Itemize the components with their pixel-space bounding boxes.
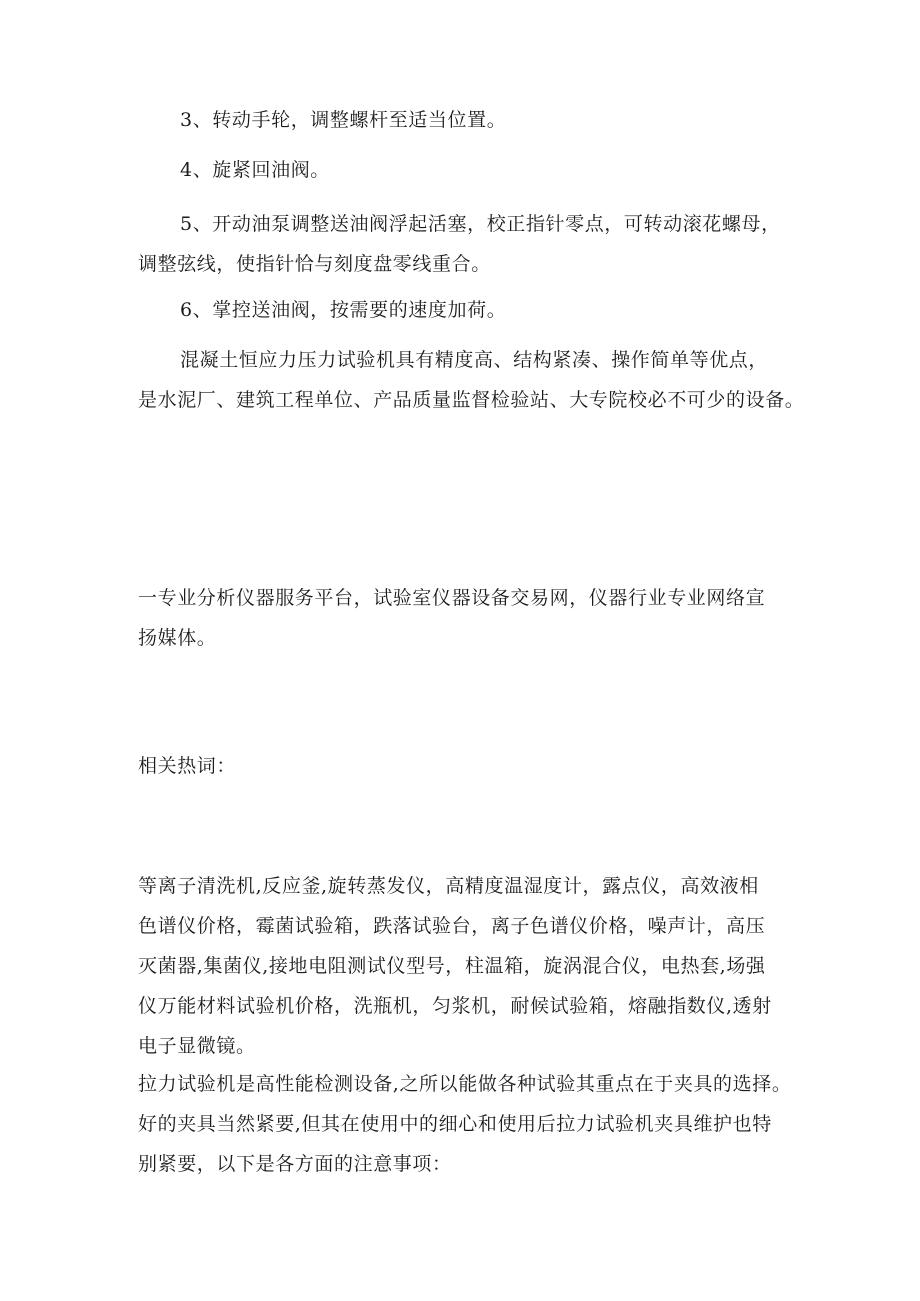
step-4-paragraph [138,150,806,190]
hot-words-line-2: 色谱仪价格，霉菌试验箱，跌落试验台，离子色谱仪价格，噪声计，高压 [138,915,766,937]
step-5-line-2: 调整弦线，使指针恰与刻度盘零线重合。 [138,253,491,275]
hot-words-label-text: 相关热词： [138,755,237,777]
hot-words-paragraph [138,866,806,1066]
platform-paragraph [138,578,806,658]
step-3-line-1: 3、转动手轮，调整螺杆至适当位置。 [180,109,507,131]
fixture-line-3: 别紧要，以下是各方面的注意事项： [138,1153,452,1175]
fixture-line-2: 好的夹具当然紧要,但其在使用中的细心和使用后拉力试验机夹具维护也特 [138,1113,772,1135]
summary-line-2: 是水泥厂、建筑工程单位、产品质量监督检验站、大专院校必不可少的设备。 [138,389,805,411]
step-5-paragraph [138,204,806,284]
hot-words-label [138,746,806,786]
hot-words-line-1: 等离子清洗机,反应釜,旋转蒸发仪，高精度温湿度计，露点仪，高效液相 [138,875,759,897]
step-3-paragraph [138,100,806,140]
summary-paragraph [138,340,806,420]
platform-line-1: 一专业分析仪器服务平台，试验室仪器设备交易网，仪器行业专业网络宣 [138,587,766,609]
hot-words-line-5: 电子显微镜。 [138,1035,256,1057]
hot-words-line-4: 仪万能材料试验机价格，洗瓶机，匀浆机，耐候试验箱，熔融指数仪,透射 [138,995,772,1017]
step-4-line-1: 4、旋紧回油阀。 [180,159,330,181]
step-5-line-1: 5、开动油泵调整送油阀浮起活塞，校正指针零点，可转动滚花螺母， [180,213,781,235]
summary-line-1: 混凝土恒应力压力试验机具有精度高、结构紧凑、操作简单等优点， [180,349,769,371]
platform-line-2: 扬媒体。 [138,627,217,649]
step-6-paragraph [138,290,806,330]
hot-words-line-3: 灭菌器,集菌仪,接地电阻测试仪型号，柱温箱，旋涡混合仪，电热套,场强 [138,955,766,977]
fixture-line-1: 拉力试验机是高性能检测设备,之所以能做各种试验其重点在于夹具的选择。 [138,1073,792,1095]
step-6-line-1: 6、掌控送油阀，按需要的速度加荷。 [180,299,507,321]
fixture-paragraph [138,1064,806,1184]
